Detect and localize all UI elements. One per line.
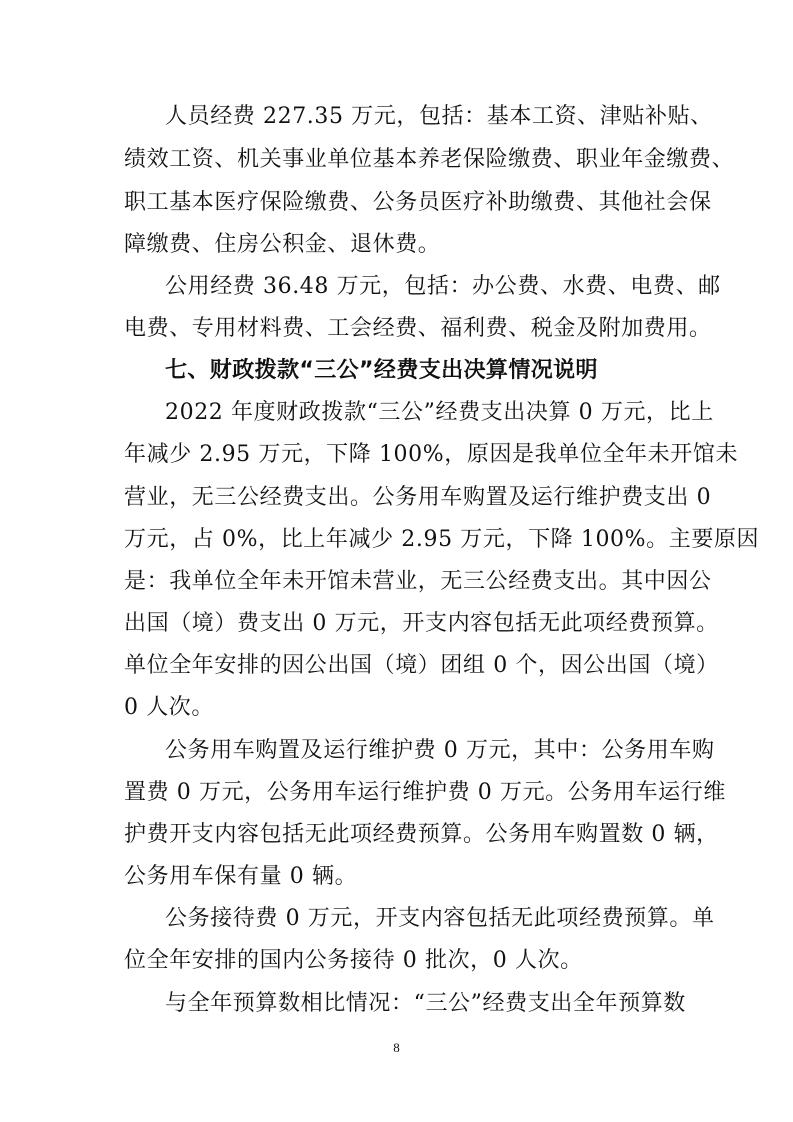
page-number: 8 [393,1040,400,1055]
text-line: 护费开支内容包括无此项经费预算。公务用车购置数 0 辆， [124,822,719,847]
text-line: 公务用车保有量 0 辆。 [124,864,358,889]
text-line: 单位全年安排的因公出国（境）团组 0 个，因公出国（境） [124,653,719,678]
text-line: 位全年安排的国内公务接待 0 批次，0 人次。 [124,948,583,973]
text-line: 职工基本医疗保险缴费、公务员医疗补助缴费、其他社会保 [124,190,712,215]
text-line: 绩效工资、机关事业单位基本养老保险缴费、职业年金缴费、 [124,147,735,172]
text-line: 公务用车购置及运行维护费 0 万元，其中：公务用车购 [165,738,715,763]
text-line: 电费、专用材料费、工会经费、福利费、税金及附加费用。 [124,316,712,341]
text-line: 人员经费 227.35 万元，包括：基本工资、津贴补贴、 [165,104,713,129]
text-line: 0 人次。 [124,695,214,720]
text-line: 年减少 2.95 万元，下降 100%，原因是我单位全年未开馆未 [124,442,739,467]
text-line: 出国（境）费支出 0 万元，开支内容包括无此项经费预算。 [124,611,719,636]
text-line: 公务接待费 0 万元，开支内容包括无此项经费预算。单 [165,906,715,931]
text-line: 营业，无三公经费支出。公务用车购置及运行维护费支出 0 [124,485,712,510]
text-line: 与全年预算数相比情况：“三公”经费支出全年预算数 [165,991,686,1016]
text-line: 2022 年度财政拨款“三公”经费支出决算 0 万元，比上 [165,400,714,425]
text-line: 万元，占 0%，比上年减少 2.95 万元，下降 100%。主要原因 [124,527,760,552]
text-line: 置费 0 万元，公务用车运行维护费 0 万元。公务用车运行维 [124,780,726,805]
text-line: 是：我单位全年未开馆未营业，无三公经费支出。其中因公 [124,569,712,594]
section-heading: 七、财政拨款“三公”经费支出决算情况说明 [165,358,598,383]
text-line: 公用经费 36.48 万元，包括：办公费、水费、电费、邮 [165,274,721,299]
text-line: 障缴费、住房公积金、退休费。 [124,232,441,257]
